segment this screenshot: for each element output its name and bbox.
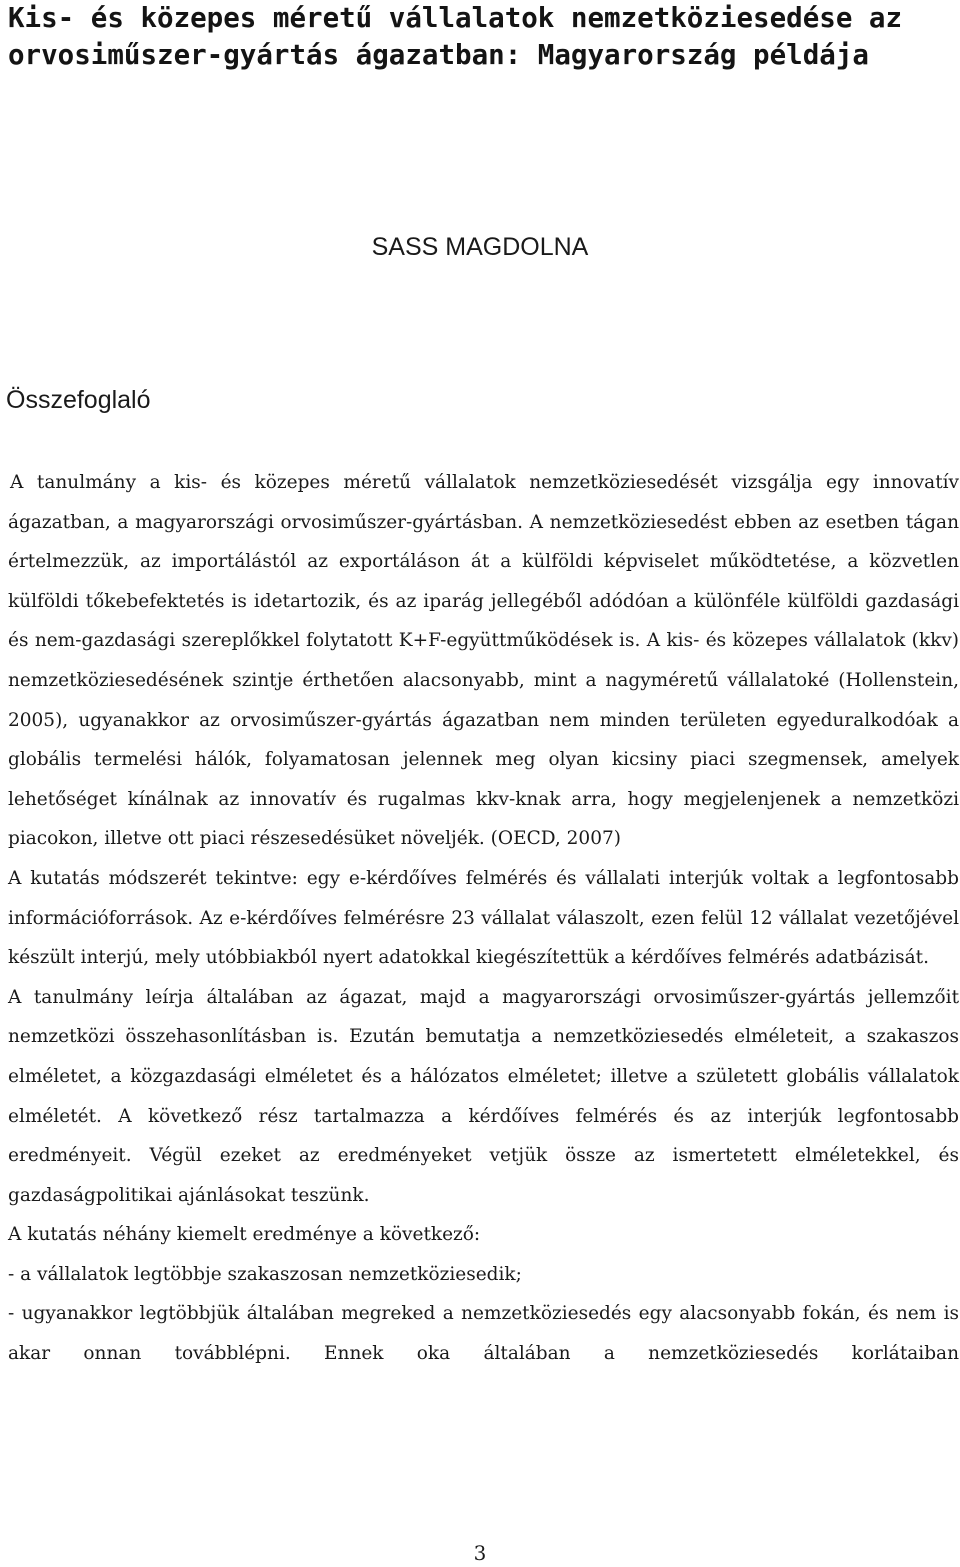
findings-intro: A kutatás néhány kiemelt eredménye a következő: bbox=[8, 1224, 481, 1246]
abstract-paragraph: A tanulmány leírja általában az ágazat, majd a magyarországi orvosiműszer-gyártás jellemzőit nemzetközi összehasonlításban is. Ezután bemutatja a nemzetköziesedés elméleteit, a szakaszos elméletet, a közgazdasági elméletet és a hálózatos elméletet; illetve a született globális vállalatok elméletét. A következő rész tartalmazza a kérdőíves felmérés és az interjúk legfontosabb eredményeit. Végül ezeket az eredményeket vetjük össze az ismertetett elméletekkel, és gazdaságpolitikai ajánlásokat teszünk. bbox=[8, 986, 959, 1206]
abstract-paragraph: A kutatás módszerét tekintve: egy e-kérdőíves felmérés és vállalati interjúk voltak a legfontosabb információforrások. Az e-kérdőíves felmérésre 23 vállalat válaszolt, ezen felül 12 vállalat vezetőjével készült interjú, mely utóbbiakból nyert adatokkal kiegészítettük a kérdőíves felmérés adatbázisát. bbox=[8, 867, 959, 969]
section-heading: Összefoglaló bbox=[6, 386, 151, 414]
abstract-paragraph: A tanulmány a kis- és közepes méretű vállalatok nemzetköziesedését vizsgálja egy innovatív ágazatban, a magyarországi orvosiműszer-gyártásban. A nemzetköziesedést ebben az esetben tágan értelmezzük, az importálástól az exportáláson át a külföldi képviselet működtetése, a közvetlen külföldi tőkebefektetés is idetartozik, és az iparág jellegéből adódóan a különféle külföldi gazdasági és nem-gazdasági szereplőkkel folytatott K+F-együttműködések is. A kis- és közepes vállalatok (kkv) nemzetköziesedésének szintje érthetően alacsonyabb, mint a nagyméretű vállalatoké (Hollenstein, 2005), ugyanakkor az orvosiműszer-gyártás ágazatban nem minden területen egyeduralkodóak a globális termelési hálók, folyamatosan jelennek meg olyan kicsiny piaci szegmensek, amelyek lehetőséget kínálnak az innovatív és rugalmas kkv-knak arra, hogy megjelenjenek a nemzetközi piacokon, illetve ott piaci részesedésüket növeljék. (OECD, 2007) bbox=[8, 472, 959, 850]
author-name: SASS MAGDOLNA bbox=[371, 233, 589, 261]
document-title: Kis- és közepes méretű vállalatok nemzetköziesedése az orvosiműszer-gyártás ágazatban: Magyarország példája bbox=[8, 2, 903, 71]
abstract-body bbox=[8, 463, 959, 1374]
finding-item: - ugyanakkor legtöbbjük általában megreked a nemzetköziesedés egy alacsonyabb fokán, és nem is akar onnan továbblépni. Ennek oka általában a nemzetköziesedés korlátaiban bbox=[8, 1303, 959, 1365]
page-number: 3 bbox=[473, 1541, 487, 1565]
finding-item: - a vállalatok legtöbbje szakaszosan nemzetköziesedik; bbox=[8, 1263, 522, 1285]
